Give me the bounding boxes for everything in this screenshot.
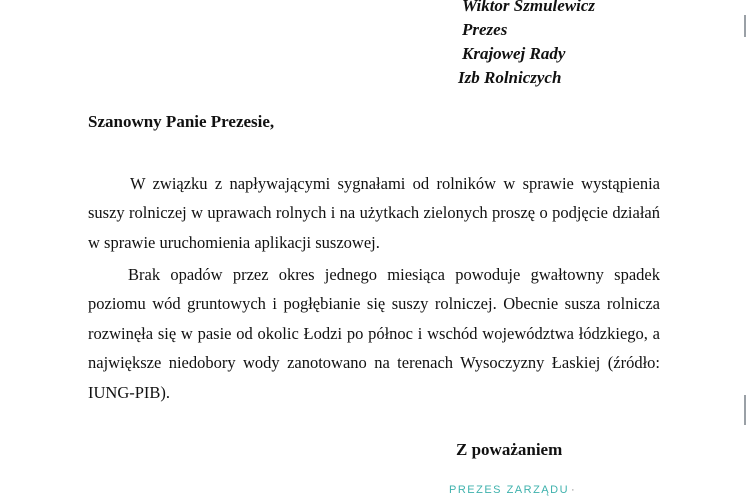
stamp-dot-icon: · [571,484,577,496]
signature-stamp [449,484,576,496]
recipient-address [458,0,596,90]
stamp-text: PREZES ZARZĄDU [449,484,570,496]
letter-paragraph-1: W związku z napływającymi sygnałami od rolników w sprawie wystąpienia suszy rolniczej w uprawach rolnych i na użytkach zielonych proszę o podjęcie działań w sprawie uruchomienia aplikacji suszowej. [88,173,660,252]
recipient-name: Wiktor Szmulewicz [462,0,596,15]
recipient-org-line1: Krajowej Rady [462,44,566,63]
recipient-title: Prezes [462,20,508,39]
closing-phrase: Z poważaniem [456,440,563,459]
scan-edge-mark [744,395,746,425]
scan-edge-mark [744,15,746,37]
letter-paragraph-2: Brak opadów przez okres jednego miesiąca powoduje gwałtowny spadek poziomu wód gruntowych i pogłębianie się suszy rolniczej. Obecnie susza rolnicza rozwinęła się w pasie od okolic Łodzi po północ i wschód województwa łódzkiego, a największe niedobory wody zanotowano na terenach Wysoczyzny Łaskiej (źródło: IUNG-PIB). [88,264,660,402]
recipient-org-line2: Izb Rolniczych [458,68,562,87]
salutation: Szanowny Panie Prezesie, [88,112,275,131]
